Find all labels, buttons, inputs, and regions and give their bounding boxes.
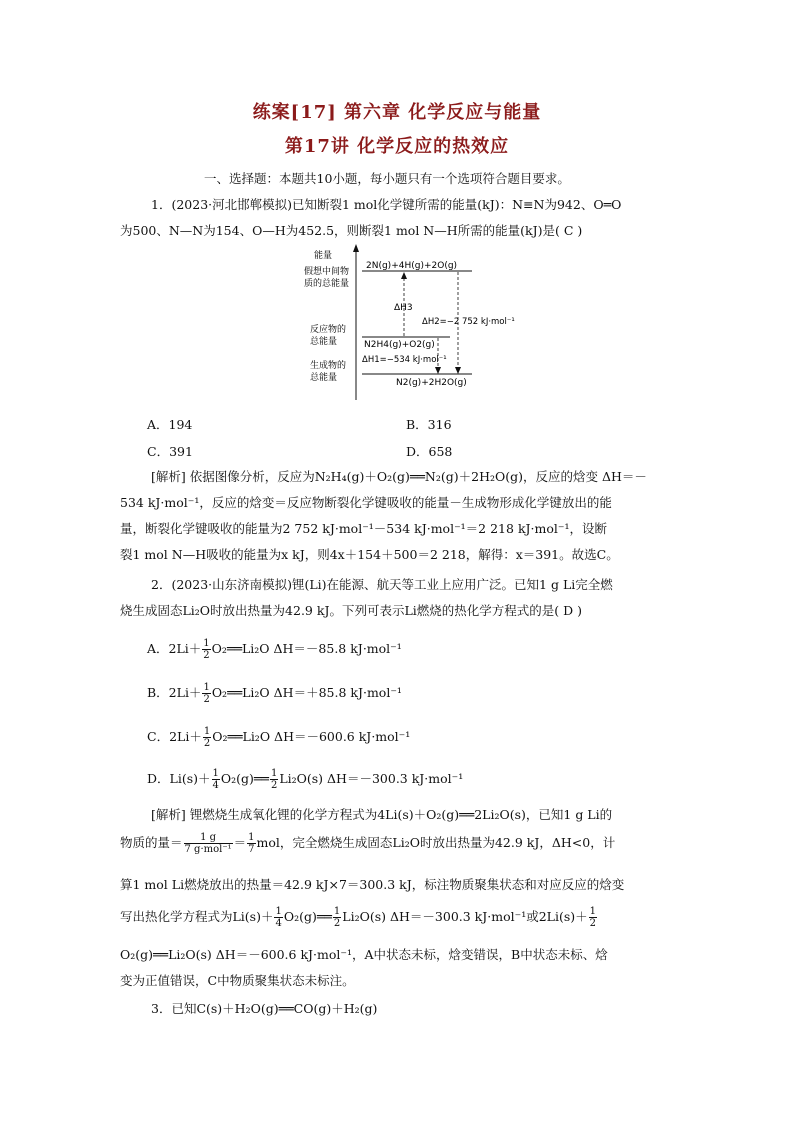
dh2-label: ΔH2=−2 752 kJ·mol⁻¹ [422,317,515,327]
level-intermediate-label: 2N(g)+4H(g)+2O(g) [366,261,458,271]
fraction-half [270,768,278,791]
q2-ex4-mid2: Li₂O(s) ΔH＝－300.3 kJ·mol⁻¹或2Li(s)＋ [342,909,588,924]
fraction-numerator: 1 [270,768,278,779]
fraction-half [202,682,210,705]
q2-option-c-prefix: C．2Li＋ [147,729,202,744]
q1-explanation-line3: 量，断裂化学键吸收的能量为2 752 kJ·mol⁻¹－534 kJ·mol⁻¹＝2 218 kJ·mol⁻¹，设断 [120,521,607,536]
q1-option-b: B．316 [406,417,452,432]
fraction-denominator: 2 [333,918,341,929]
q2-explanation-line5: O₂(g)══Li₂O(s) ΔH＝－600.6 kJ·mol⁻¹，A中状态未标，焓变错误，B中状态未标、焓 [120,947,608,962]
q2-option-c [147,726,410,749]
q2-explanation-line1: [解析] 锂燃烧生成氧化锂的化学方程式为4Li(s)＋O₂(g)══2Li₂O(s)，已知1 g Li的 [151,807,613,822]
fraction-denominator: 2 [203,738,211,749]
q2-option-b-suffix: O₂══Li₂O ΔH＝＋85.8 kJ·mol⁻¹ [211,685,402,700]
q2-option-a-prefix: A．2Li＋ [147,641,202,656]
level-product-label: N2(g)+2H2O(g) [396,378,467,388]
dh2-arrowhead [455,367,461,374]
label-intermediate-b: 质的总能量 [304,279,350,289]
fraction-numerator: 1 [275,906,282,917]
q1-option-a: A．194 [147,417,193,432]
fraction-denominator: 2 [270,780,278,791]
label-reactant-a: 反应物的 [310,325,347,335]
q2-option-c-suffix: O₂══Li₂O ΔH＝－600.6 kJ·mol⁻¹ [212,729,411,744]
q1-option-d: D．658 [406,444,453,459]
fraction-denominator: 7 [248,844,255,855]
q2-option-d [147,768,463,791]
fraction-one-seventh [247,832,255,855]
fraction-denominator: 2 [203,650,210,661]
fraction-half [589,906,597,929]
q2-ex4-mid1: O₂(g)══ [283,909,332,924]
level-reactant-label: N2H4(g)+O2(g) [364,340,435,350]
q2-option-d-mid: O₂(g)══ [220,771,269,786]
q3-stem-line1: 3．已知C(s)＋H₂O(g)══CO(g)＋H₂(g) [151,1001,378,1016]
q2-stem-line1: 2．(2023·山东济南模拟)锂(Li)在能源、航天等工业上应用广泛。已知1 g Li完全燃 [151,577,613,592]
q1-stem-line2: 为500、N—N为154、O—H为452.5，则断裂1 mol N—H所需的能量(kJ)是( C ) [120,223,583,238]
q2-explanation-line2 [120,832,615,855]
fraction-denominator: 4 [212,780,219,791]
q1-explanation-line1: [解析] 依据图像分析，反应为N₂H₄(g)＋O₂(g)══N₂(g)＋2H₂O(g)，反应的焓变 ΔH＝－ [151,469,647,484]
q2-ex2-prefix: 物质的量＝ [120,835,183,850]
section-heading: 一、选择题：本题共10小题，每小题只有一个选项符合题目要求。 [204,171,570,186]
label-intermediate-a: 假想中间物 [304,267,350,277]
label-product-b: 总能量 [310,373,338,383]
fraction-numerator: 1 [203,638,210,649]
dh3-arrowhead [401,272,407,279]
page-title: 练案[17] 第六章 化学反应与能量 [252,102,542,123]
fraction-numerator: 1 [203,726,211,737]
q1-explanation-line2: 534 kJ·mol⁻¹，反应的焓变＝反应物断裂化学键吸收的能量－生成物形成化学键放出的能 [120,495,612,510]
q2-ex2-suffix: mol，完全燃烧生成固态Li₂O时放出热量为42.9 kJ，ΔH<0，计 [256,835,616,850]
dh1-label: ΔH1=−534 kJ·mol⁻¹ [362,355,447,365]
fraction-numerator: 1 [212,768,219,779]
page-subtitle: 第17讲 化学反应的热效应 [284,136,510,157]
y-axis-label: 能量 [314,251,333,261]
label-reactant-b: 总能量 [310,337,338,347]
q2-explanation-line3: 算1 mol Li燃烧放出的热量＝42.9 kJ×7＝300.3 kJ，标注物质聚集状态和对应反应的焓变 [120,877,625,892]
q2-option-b-prefix: B．2Li＋ [147,685,202,700]
q2-ex2-equals: ＝ [233,835,247,850]
q2-ex4-prefix: 写出热化学方程式为Li(s)＋ [120,909,274,924]
fraction-quarter [212,768,220,791]
q2-explanation-line4 [120,906,598,929]
q2-explanation-line6: 变为正值错误，C中物质聚集状态未标注。 [120,973,355,988]
dh3-label: ΔH3 [394,303,413,313]
fraction-denominator: 4 [275,918,282,929]
fraction-quarter [274,906,282,929]
fraction-numerator: 1 [589,906,597,917]
fraction-half [333,906,341,929]
energy-diagram [300,244,515,402]
q1-option-c: C．391 [147,444,193,459]
fraction-numerator: 1 g [184,832,233,844]
q2-option-a [147,638,402,661]
fraction-denominator: 2 [203,694,210,705]
q1-stem-line1: 1．(2023·河北邯郸模拟)已知断裂1 mol化学键所需的能量(kJ)：N≡N为942、O═O [151,197,622,212]
q2-stem-line2: 烧生成固态Li₂O时放出热量为42.9 kJ。下列可表示Li燃烧的热化学方程式的是( D ) [120,603,582,618]
fraction-mass-over-molar [184,832,233,855]
fraction-denominator: 2 [589,918,597,929]
q2-option-d-suffix: Li₂O(s) ΔH＝－300.3 kJ·mol⁻¹ [279,771,464,786]
fraction-half [203,726,211,749]
y-axis-arrow [353,244,359,252]
fraction-numerator: 1 [333,906,341,917]
q2-option-d-prefix: D．Li(s)＋ [147,771,211,786]
q2-option-a-suffix: O₂══Li₂O ΔH＝－85.8 kJ·mol⁻¹ [211,641,402,656]
fraction-numerator: 1 [203,682,210,693]
fraction-denominator: 7 g·mol⁻¹ [184,844,232,855]
fraction-half [202,638,210,661]
q1-explanation-line4: 裂1 mol N—H吸收的能量为x kJ，则4x＋154＋500＝2 218，解得：x＝391。故选C。 [120,547,619,562]
dh1-arrowhead [435,367,441,374]
q2-option-b [147,682,402,705]
fraction-numerator: 1 [248,832,255,843]
label-product-a: 生成物的 [310,361,347,371]
